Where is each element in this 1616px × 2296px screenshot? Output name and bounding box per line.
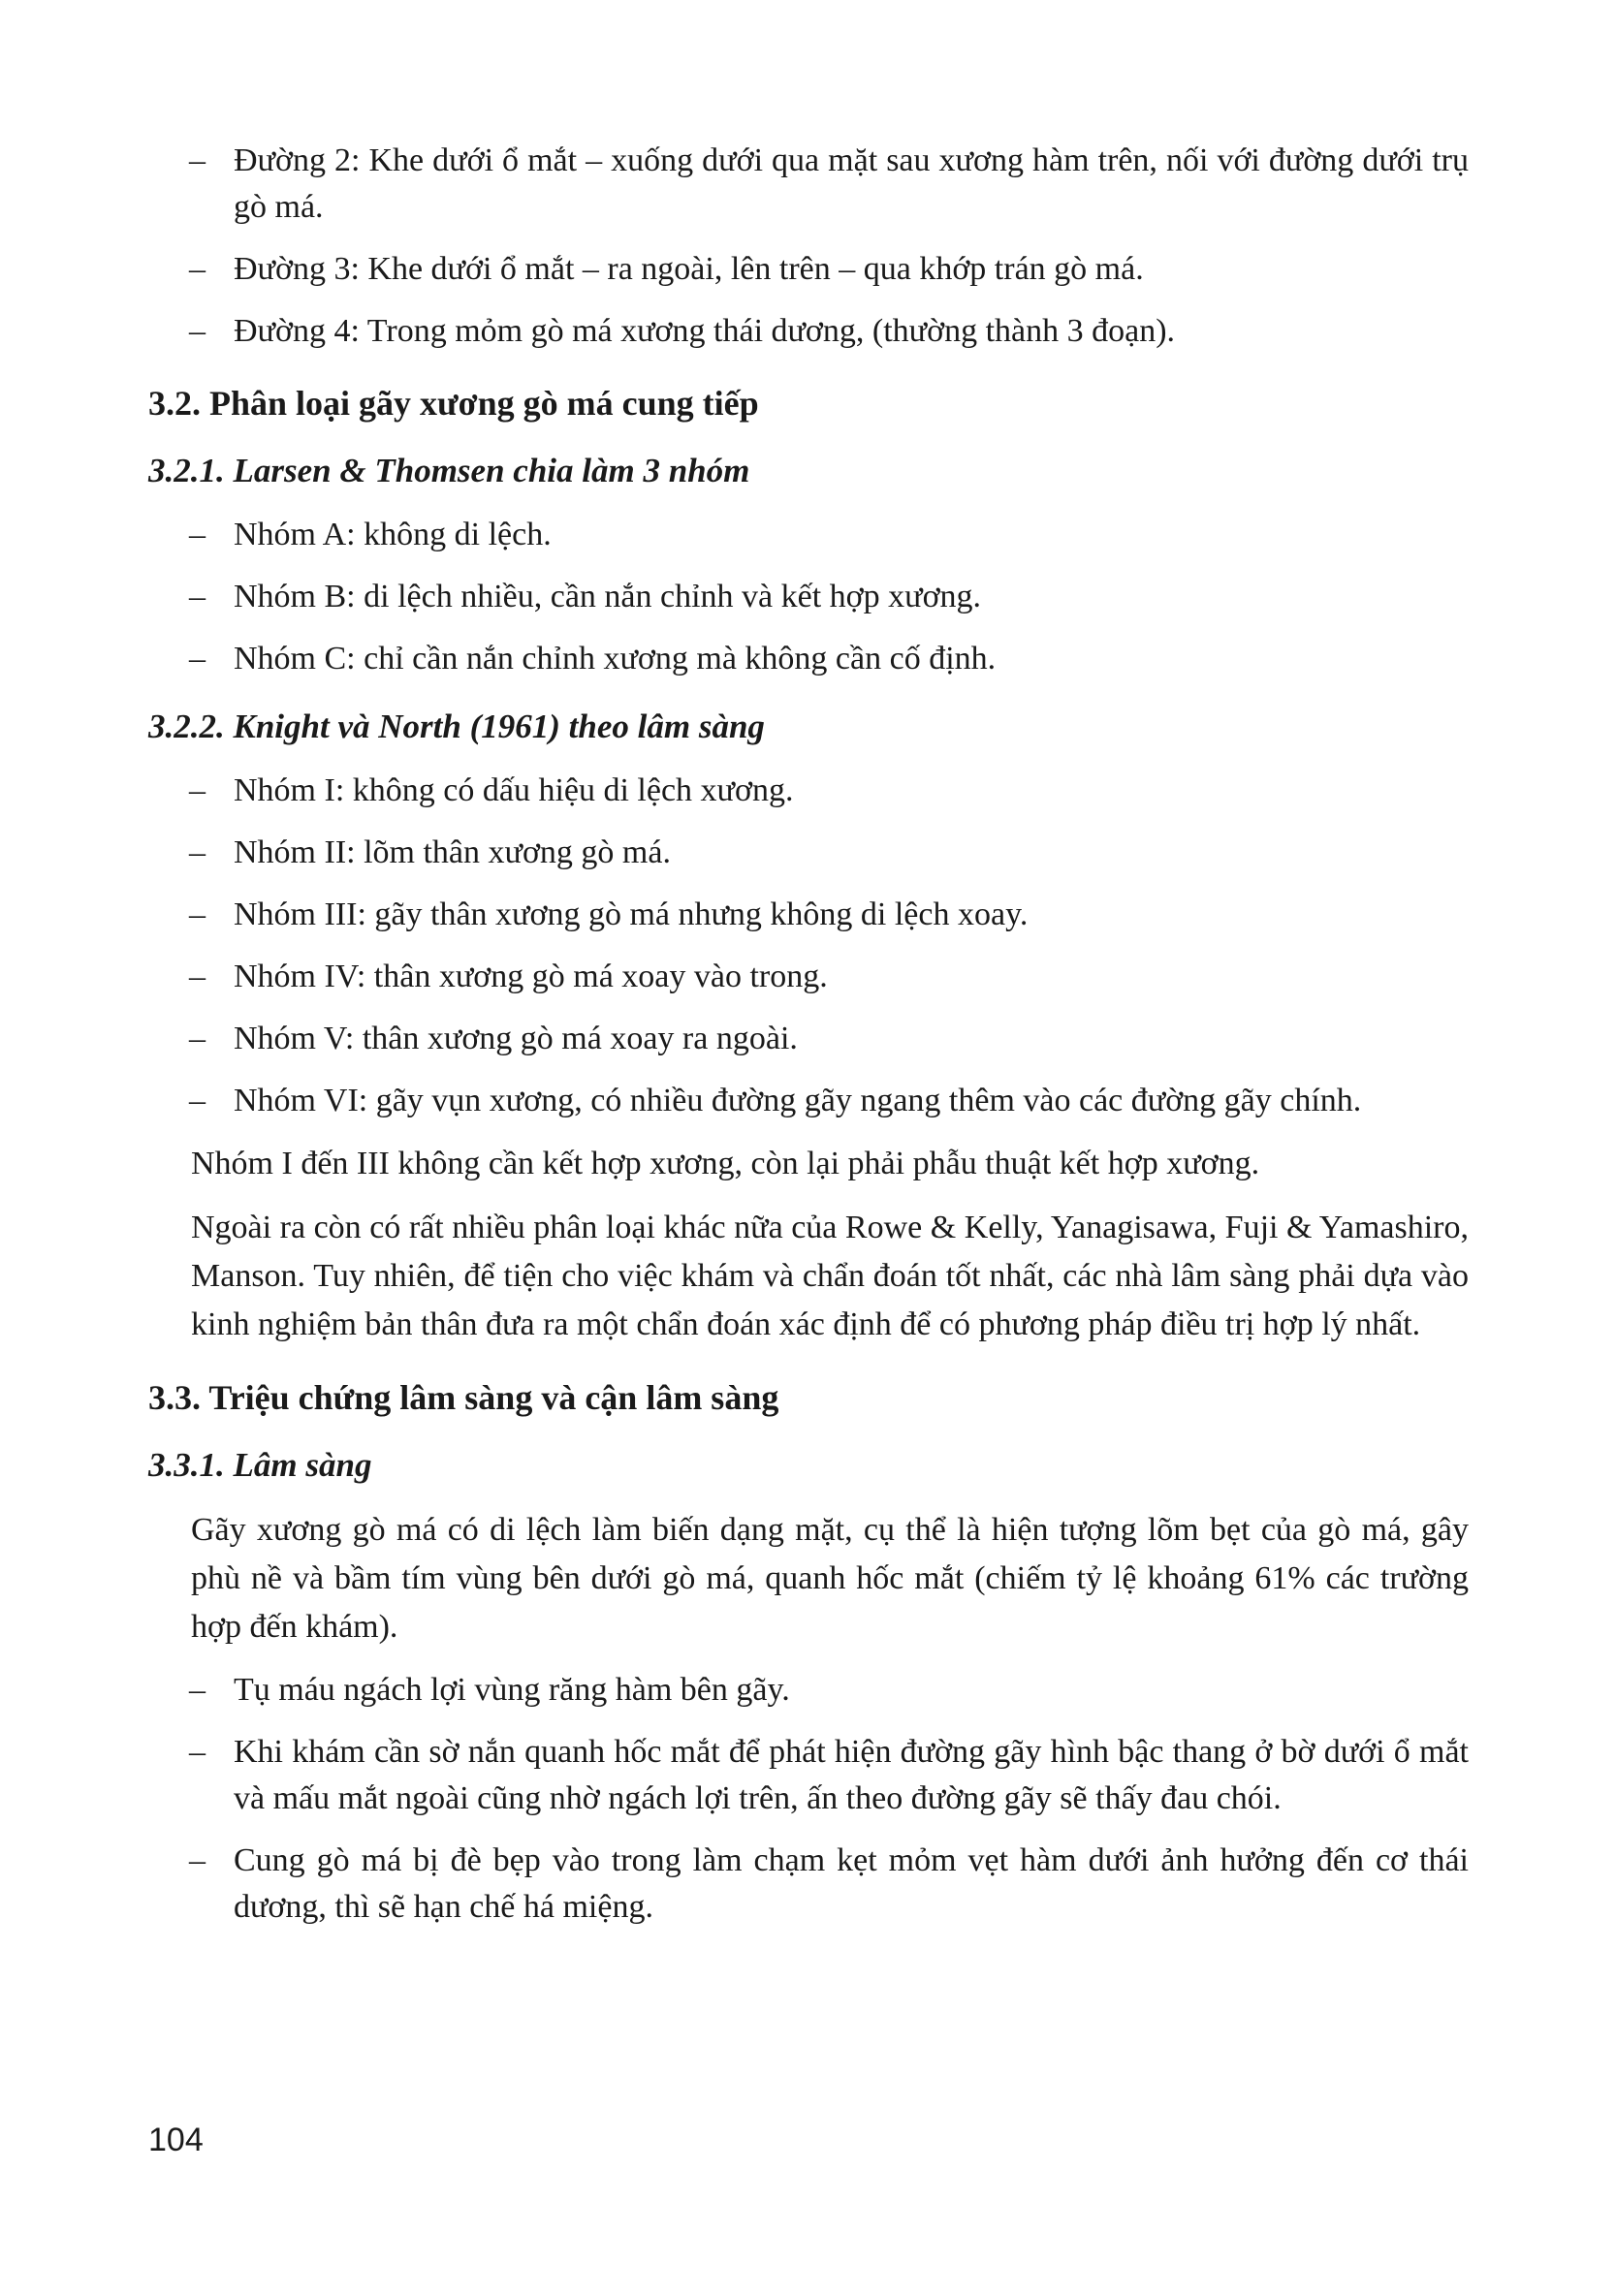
- subsection-heading-3-3-1: 3.3.1. Lâm sàng: [148, 1446, 372, 1484]
- list-item: [148, 512, 1469, 558]
- list-item: [148, 574, 1469, 620]
- list-item: [148, 1016, 1469, 1062]
- paragraph: Ngoài ra còn có rất nhiều phân loại khác nữa của Rowe & Kelly, Yanagisawa, Fuji & Yamashiro, Manson. Tuy nhiên, để tiện cho việc khám và chẩn đoán tốt nhất, các nhà lâm sàng phải dựa vào kinh nghiệm bản thân đưa ra một chẩn đoán xác định để có phương pháp điều trị hợp lý nhất.: [191, 1210, 1469, 1342]
- list-item-text: Cung gò má bị đè bẹp vào trong làm chạm kẹt mỏm vẹt hàm dưới ảnh hưởng đến cơ thái dương, thì sẽ hạn chế há miệng.: [234, 1842, 1469, 1925]
- list-item-text: Đường 4: Trong mỏm gò má xương thái dương, (thường thành 3 đoạn).: [234, 313, 1176, 349]
- page-number: 104: [148, 2122, 204, 2158]
- dash-marker: –: [189, 142, 206, 178]
- list-item: [148, 636, 1469, 682]
- list-item-text: Nhóm I: không có dấu hiệu di lệch xương.: [234, 772, 794, 808]
- list-item-text: Nhóm III: gãy thân xương gò má nhưng không di lệch xoay.: [234, 896, 1029, 932]
- list-item: [148, 1729, 1469, 1822]
- dash-marker: –: [189, 772, 206, 808]
- list-item-text: Nhóm C: chỉ cần nắn chỉnh xương mà không cần cố định.: [234, 641, 997, 676]
- dash-marker: –: [189, 1021, 206, 1056]
- list-item: [148, 1838, 1469, 1931]
- list-item-text: Nhóm B: di lệch nhiều, cần nắn chỉnh và kết hợp xương.: [234, 579, 982, 614]
- dash-marker: –: [189, 313, 206, 349]
- list-item-text: Đường 2: Khe dưới ổ mắt – xuống dưới qua mặt sau xương hàm trên, nối với đường dưới trụ gò má.: [234, 142, 1469, 225]
- list-item-text: Nhóm V: thân xương gò má xoay ra ngoài.: [234, 1021, 798, 1056]
- section-heading-3-3: 3.3. Triệu chứng lâm sàng và cận lâm sàng: [148, 1378, 779, 1417]
- list-item: [148, 830, 1469, 876]
- dash-marker: –: [189, 579, 206, 614]
- list-item: [148, 138, 1469, 231]
- list-item: [148, 1078, 1469, 1124]
- list-item-text: Nhóm IV: thân xương gò má xoay vào trong.: [234, 959, 828, 994]
- list-item-text: Nhóm VI: gãy vụn xương, có nhiều đường gãy ngang thêm vào các đường gãy chính.: [234, 1083, 1362, 1118]
- dash-marker: –: [189, 896, 206, 932]
- list-item-text: Đường 3: Khe dưới ổ mắt – ra ngoài, lên trên – qua khớp trán gò má.: [234, 251, 1144, 287]
- dash-marker: –: [189, 1842, 206, 1878]
- dash-marker: –: [189, 959, 206, 994]
- paragraph: Gãy xương gò má có di lệch làm biến dạng mặt, cụ thể là hiện tượng lõm bẹt của gò má, gây phù nề và bầm tím vùng bên dưới gò má, quanh hốc mắt (chiếm tỷ lệ khoảng 61% các trường hợp đến khám).: [191, 1512, 1469, 1645]
- subsection-heading-3-2-1: 3.2.1. Larsen & Thomsen chia làm 3 nhóm: [148, 452, 750, 489]
- dash-marker: –: [189, 1083, 206, 1118]
- paragraph: Nhóm I đến III không cần kết hợp xương, còn lại phải phẫu thuật kết hợp xương.: [191, 1146, 1260, 1181]
- page-body: [148, 138, 1469, 1946]
- dash-marker: –: [189, 1734, 206, 1770]
- list-item-text: Tụ máu ngách lợi vùng răng hàm bên gãy.: [234, 1672, 790, 1708]
- dash-marker: –: [189, 251, 206, 287]
- subsection-heading-3-2-2: 3.2.2. Knight và North (1961) theo lâm sàng: [148, 708, 765, 745]
- dash-marker: –: [189, 1672, 206, 1708]
- list-item-text: Nhóm II: lõm thân xương gò má.: [234, 834, 671, 870]
- list-item: [148, 308, 1469, 355]
- dash-marker: –: [189, 517, 206, 552]
- list-item: [148, 768, 1469, 814]
- dash-marker: –: [189, 834, 206, 870]
- list-item: [148, 892, 1469, 938]
- section-heading-3-2: 3.2. Phân loại gãy xương gò má cung tiếp: [148, 384, 759, 423]
- list-item: [148, 1667, 1469, 1714]
- dash-marker: –: [189, 641, 206, 676]
- list-item-text: Khi khám cần sờ nắn quanh hốc mắt để phát hiện đường gãy hình bậc thang ở bờ dưới ổ mắt và mấu mắt ngoài cũng nhờ ngách lợi trên, ấn theo đường gãy sẽ thấy đau chói.: [234, 1734, 1469, 1816]
- list-item-text: Nhóm A: không di lệch.: [234, 517, 552, 552]
- list-item: [148, 246, 1469, 293]
- list-item: [148, 954, 1469, 1000]
